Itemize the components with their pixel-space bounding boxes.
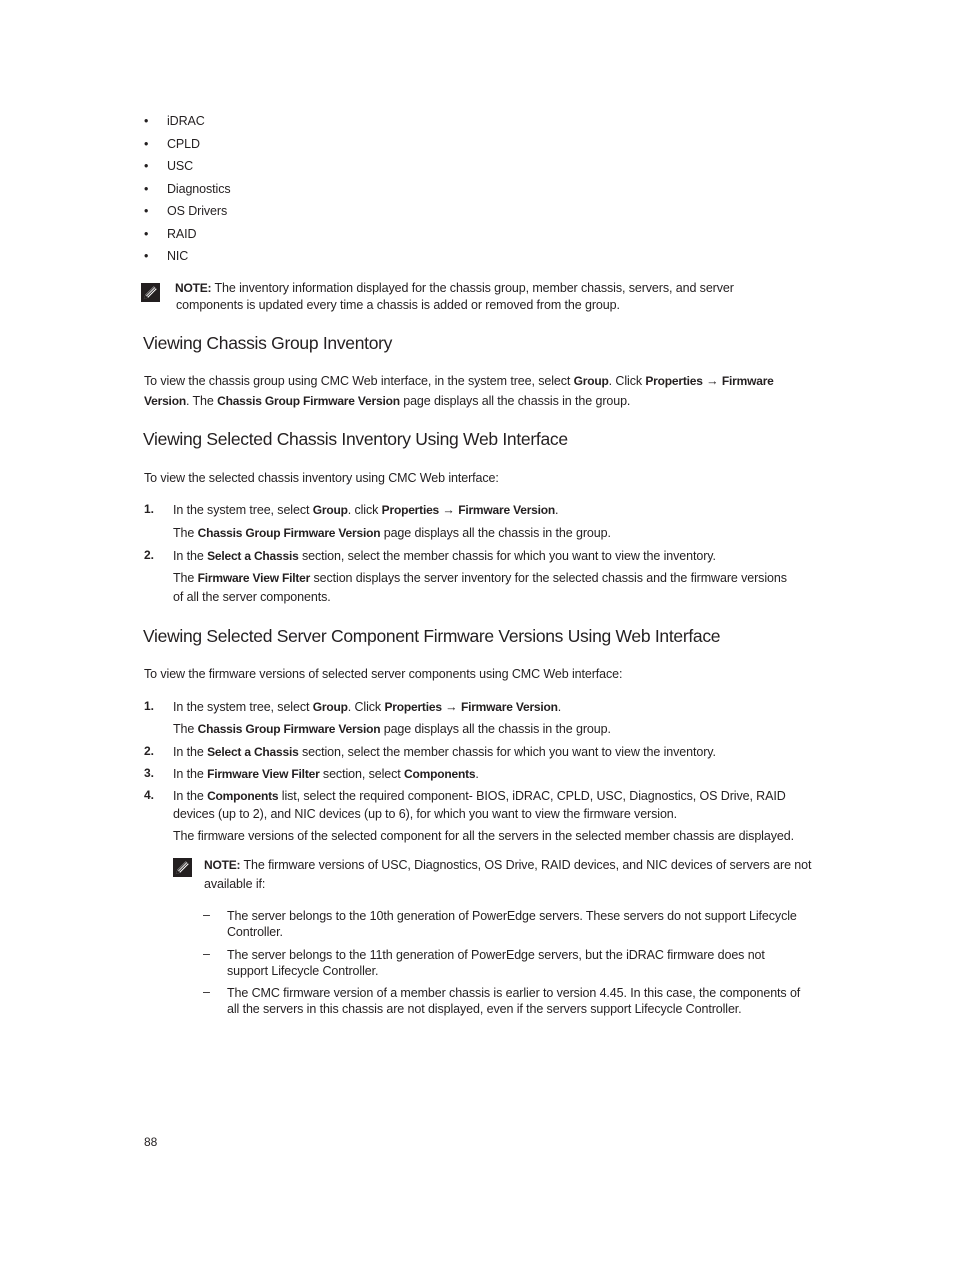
list-item: • [144, 227, 149, 241]
step-number: 2. [144, 548, 155, 562]
ui-term: Components [207, 789, 279, 803]
step-text: devices (up to 2), and NIC devices (up to 6), for which you want to view the firmware version. [173, 807, 678, 821]
text-run: . Click [347, 700, 385, 714]
paragraph-line: To view the selected chassis inventory using CMC Web interface: [144, 471, 499, 485]
pencil-note-icon [173, 858, 192, 877]
step-text [173, 548, 716, 565]
step-subtext: The firmware versions of the selected component for all the servers in the selected member chassis are displayed. [173, 829, 794, 843]
text-run: The [173, 571, 198, 585]
text-run: page displays all the chassis in the group. [380, 722, 611, 736]
step-text [173, 744, 716, 761]
text-run: In the system tree, select [173, 700, 313, 714]
step-subtext: of all the server components. [173, 590, 331, 604]
note-text: available if: [204, 877, 266, 891]
ui-term: Properties [645, 374, 703, 388]
step-number: 4. [144, 788, 155, 802]
step-number: 3. [144, 766, 155, 780]
ui-term: Group [312, 700, 348, 714]
arrow-text: → [439, 503, 459, 517]
list-item-label: CPLD [167, 137, 200, 151]
text-run: In the [173, 549, 208, 563]
step-text [173, 699, 561, 716]
text-run: . [555, 503, 559, 517]
text-run: . The [185, 394, 218, 408]
text-run: In the [173, 767, 208, 781]
note-label: NOTE: [204, 858, 241, 872]
dash-marker: – [203, 908, 210, 922]
ui-term: Select a Chassis [207, 745, 299, 759]
ui-term: Components [404, 767, 476, 781]
note-line [175, 280, 734, 297]
page-number: 88 [144, 1135, 158, 1149]
text-run: . Click [608, 374, 646, 388]
ui-term: Firmware Version [460, 700, 558, 714]
text-run: page displays all the chassis in the group. [399, 394, 631, 408]
list-item-label: Diagnostics [167, 182, 231, 196]
list-item-label: OS Drivers [167, 204, 228, 218]
paragraph-line: To view the firmware versions of selected server components using CMC Web interface: [144, 667, 623, 681]
text-run: The [173, 722, 198, 736]
list-item: The server belongs to the 10th generation of PowerEdge servers. These servers do not support Lifecycle [227, 909, 797, 923]
text-run: . [475, 767, 479, 781]
ui-term: Firmware View Filter [197, 571, 311, 585]
text-run: . [557, 700, 562, 714]
ui-term: Firmware Version [458, 503, 556, 517]
ui-term: Version [144, 394, 186, 408]
list-item: • [144, 137, 149, 151]
arrow-text: → [702, 374, 722, 388]
list-item: support Lifecycle Controller. [227, 964, 379, 978]
note-line [204, 857, 811, 874]
section-heading: Viewing Selected Server Component Firmware Versions Using Web Interface [143, 626, 721, 646]
text-run: section, select the member chassis for which you want to view the inventory. [298, 549, 716, 563]
ui-term: Properties [381, 503, 440, 517]
step-text [173, 502, 558, 519]
ui-term: Group [312, 503, 348, 517]
note-text: The inventory information displayed for the chassis group, member chassis, servers, and server [211, 281, 734, 295]
step-subtext [173, 721, 611, 738]
text-run: list, select the required component- BIOS, iDRAC, CPLD, USC, Diagnostics, OS Drive, RAID [278, 789, 786, 803]
section-heading: Viewing Chassis Group Inventory [143, 333, 393, 353]
ui-term: Group [573, 374, 609, 388]
text-run: The [173, 526, 198, 540]
text-run: . click [347, 503, 382, 517]
list-item-label: iDRAC [167, 114, 205, 128]
ui-term: Chassis Group Firmware Version [197, 722, 381, 736]
dash-marker: – [203, 985, 210, 999]
ui-term: Chassis Group Firmware Version [197, 526, 381, 540]
list-item: • [144, 114, 149, 128]
arrow-text: → [441, 700, 461, 714]
dash-marker: – [203, 947, 210, 961]
text-run: In the system tree, select [173, 503, 313, 517]
list-item-label: RAID [167, 227, 197, 241]
list-item-label: NIC [167, 249, 189, 263]
text-run: section displays the server inventory for the selected chassis and the firmware versions [310, 571, 787, 585]
paragraph-line [144, 393, 630, 410]
list-item: Controller. [227, 925, 283, 939]
note-label: NOTE: [175, 281, 212, 295]
step-number: 2. [144, 744, 155, 758]
ui-term: Properties [384, 700, 442, 714]
list-item: • [144, 204, 149, 218]
step-text [173, 766, 479, 783]
paragraph-line [144, 373, 774, 390]
text-run: In the [173, 789, 208, 803]
text-run: page displays all the chassis in the group. [380, 526, 611, 540]
ui-term: Firmware [721, 374, 774, 388]
list-item: all the servers in this chassis are not displayed, even if the servers support Lifecycle Controller. [227, 1002, 742, 1016]
step-text [173, 788, 786, 805]
text-run: To view the chassis group using CMC Web interface, in the system tree, select [144, 374, 574, 388]
list-item: The server belongs to the 11th generation of PowerEdge servers, but the iDRAC firmware does not [227, 948, 765, 962]
list-item: The CMC firmware version of a member chassis is earlier to version 4.45. In this case, the components of [227, 986, 801, 1000]
list-item-label: USC [167, 159, 194, 173]
list-item: • [144, 182, 149, 196]
note-text: The firmware versions of USC, Diagnostics, OS Drive, RAID devices, and NIC devices of servers are not [240, 858, 812, 872]
text-run: In the [173, 745, 208, 759]
step-subtext [173, 570, 787, 587]
note-text: components is updated every time a chassis is added or removed from the group. [176, 298, 620, 312]
step-subtext [173, 525, 611, 542]
step-number: 1. [144, 699, 155, 713]
pencil-note-icon [141, 283, 160, 302]
ui-term: Select a Chassis [207, 549, 299, 563]
ui-term: Chassis Group Firmware Version [217, 394, 400, 408]
list-item: • [144, 249, 149, 263]
list-item: • [144, 159, 149, 173]
text-run: section, select [319, 767, 405, 781]
text-run: section, select the member chassis for which you want to view the inventory. [298, 745, 716, 759]
section-heading: Viewing Selected Chassis Inventory Using Web Interface [143, 429, 568, 449]
step-number: 1. [144, 502, 155, 516]
ui-term: Firmware View Filter [207, 767, 320, 781]
